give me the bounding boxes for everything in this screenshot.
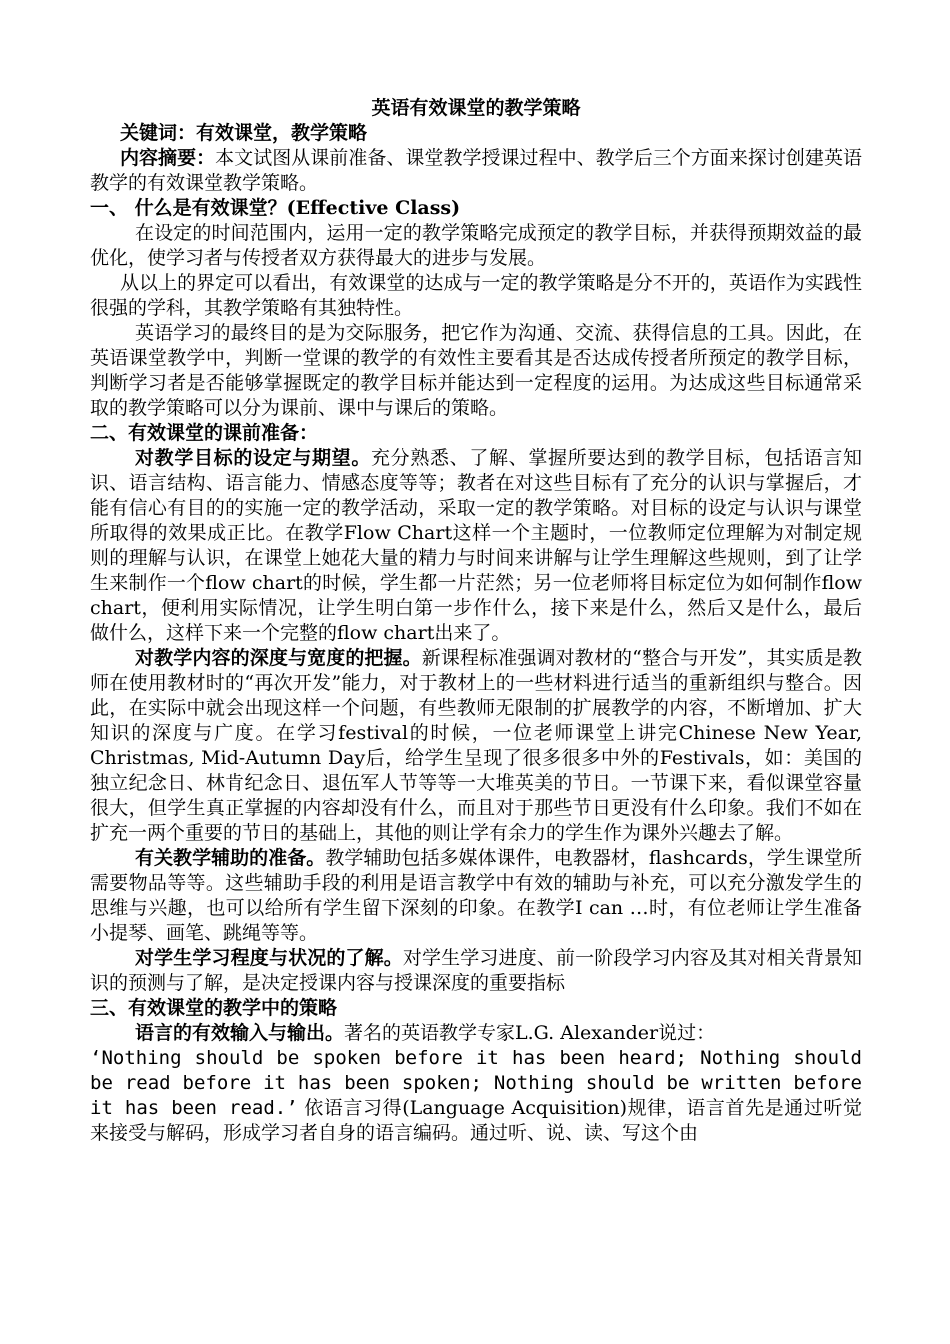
section2-p4-text: 对学生学习进度、前一阶段学习内容及其对相关背景知识的预测与了解，是决定授课内容与授课深度的重要指标: [90, 947, 862, 994]
section2-heading: 二、有效课堂的课前准备：: [90, 422, 319, 444]
section1-paragraph-3: 英语学习的最终目的是为交际服务，把它作为沟通、交流、获得信息的工具。因此，在英语课堂教学中，判断一堂课的教学的有效性主要看其是否达成传授者所预定的教学目标，判断学习者是否能够掌握既定的教学目标并能达到一定程度的运用。为达成这些目标通常采取的教学策略可以分为课前、课中与课后的策略。: [90, 322, 862, 419]
section1-paragraph-2: 从以上的界定可以看出，有效课堂的达成与一定的教学策略是分不开的，英语作为实践性很强的学科，其教学策略有其独特性。: [90, 272, 862, 319]
section1-heading: 一、 什么是有效课堂？(Effective Class): [90, 197, 461, 219]
section2-p2-lead: 对教学内容的深度与宽度的把握。: [135, 647, 422, 669]
section3-p1-lead: 语言的有效输入与输出。: [135, 1022, 345, 1044]
abstract-label: 内容摘要：: [120, 147, 216, 169]
section2-paragraph-4: [90, 946, 862, 996]
section2-paragraph-1: [90, 446, 862, 646]
section2-paragraph-3: [90, 846, 862, 946]
document-title: 英语有效课堂的教学策略: [371, 97, 581, 119]
section3-p2-text: 依语言习得(Language Acquisition)规律，语言首先是通过听觉来接受与解码，形成学习者自身的语言编码。通过听、说、读、写这个由: [90, 1097, 862, 1144]
section2-p1-lead: 对教学目标的设定与期望。: [135, 447, 371, 469]
section3-paragraph-1: [90, 1021, 862, 1046]
keywords-line: [90, 121, 862, 146]
section2-p1-text: 充分熟悉、了解、掌握所要达到的教学目标，包括语言知识、语言结构、语言能力、情感态度等等；教者在对这些目标有了充分的认识与掌握后，才能有信心有目的的实施一定的教学活动，采取一定的教学策略。对目标的设定与认识与课堂所取得的效果成正比。在教学Flow Chart这样一个主题时，一位教师定位理解为对制定规则的理解与认识，在课堂上她花大量的精力与时间来讲解与让学生理解这些规则，到了让学生来制作一个flow chart的时候，学生都一片茫然；另一位老师将目标定位为如何制作flow chart，便利用实际情况，让学生明白第一步作什么，接下来是什么，然后又是什么，最后做什么，这样下来一个完整的flow chart出来了。: [90, 447, 862, 644]
section2-p3-text: 教学辅助包括多媒体课件，电教器材，flashcards，学生课堂所需要物品等等。这些辅助手段的利用是语言教学中有效的辅助与补充，可以充分激发学生的思维与兴趣，也可以给所有学生留下深刻的印象。在教学I can …时，有位老师让学生准备小提琴、画笔、跳绳等等。: [90, 847, 862, 944]
alexander-quote: ‘Nothing should be spoken before it has been heard; Nothing should be read before it has been spoken; Nothing should be written before it has been read.’: [90, 1047, 862, 1119]
section2-p2-text: 新课程标准强调对教材的“整合与开发”，其实质是教师在使用教材时的“再次开发”能力，对于教材上的一些材料进行适当的重新组织与整合。因此，在实际中就会出现这样一个问题，有些教师无限制的扩展教学的内容，不断增加、扩大知识的深度与广度。在学习festival的时候，一位老师课堂上讲完Chinese New Year, Christmas, Mid-Autumn Day后，给学生呈现了很多很多中外的Festivals，如：美国的独立纪念日、林肯纪念日、退伍军人节等等一大堆英美的节日。一节课下来，看似课堂容量很大，但学生真正掌握的内容却没有什么，而且对于那些节日更没有什么印象。我们不如在扩充一两个重要的节日的基础上，其他的则让学有余力的学生作为课外兴趣去了解。: [90, 647, 862, 844]
keywords-value: 有效课堂，教学策略: [196, 122, 368, 144]
section2-p4-lead: 对学生学习程度与状况的了解。: [135, 947, 403, 969]
section1-paragraph-1: 在设定的时间范围内，运用一定的教学策略完成预定的教学目标，并获得预期效益的最优化，使学习者与传授者双方获得最大的进步与发展。: [90, 222, 862, 269]
section3-quote-paragraph: [90, 1046, 862, 1146]
section3-p1-text: 著名的英语教学专家L.G. Alexander说过：: [344, 1022, 716, 1044]
document-page: [90, 96, 862, 1146]
section2-paragraph-2: [90, 646, 862, 846]
section2-p3-lead: 有关教学辅助的准备。: [135, 847, 326, 869]
abstract-text: 本文试图从课前准备、课堂教学授课过程中、教学后三个方面来探讨创建英语教学的有效课堂教学策略。: [90, 147, 862, 194]
keywords-label: 关键词：: [120, 122, 197, 144]
abstract-paragraph: [90, 146, 862, 196]
section3-heading: 三、有效课堂的教学中的策略: [90, 997, 338, 1019]
